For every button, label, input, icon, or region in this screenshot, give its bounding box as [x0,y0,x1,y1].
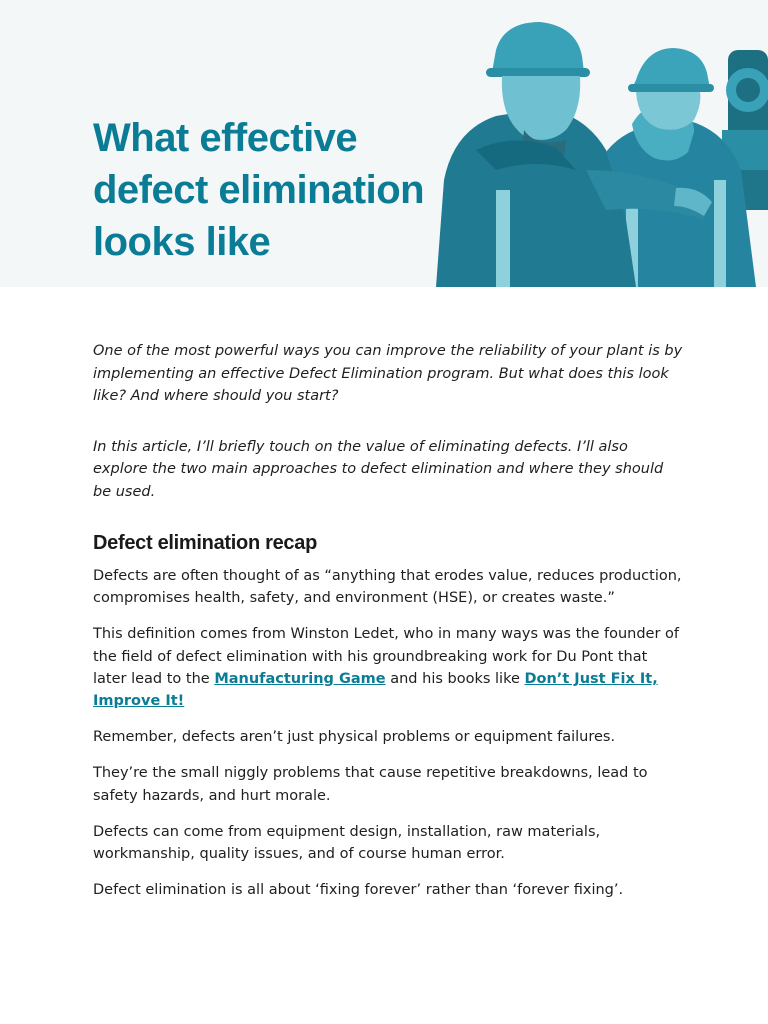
intro-paragraph-2: In this article, I’ll briefly touch on the value of eliminating defects. I’ll also explore the two main approaches to defect elimination and where they should be used. [93,438,664,500]
workers-photo [436,20,768,287]
intro-paragraph-1: One of the most powerful ways you can improve the reliability of your plant is by implementing an effective Defect Elimination program. But what does this look like? And where should you start? [93,343,683,404]
paragraph-1: Defects are often thought of as “anything that erodes value, reduces production, compromises health, safety, and environment (HSE), or creates waste.” [93,568,682,607]
paragraph-5: Defects can come from equipment design, installation, raw materials, workmanship, quality issues, and of course human error. [93,823,601,863]
manufacturing-game-link[interactable]: Manufacturing Game [214,670,386,687]
paragraph-3: Remember, defects aren’t just physical problems or equipment failures. [93,729,616,746]
dont-just-fix-it-link[interactable]: Don’t Just Fix It, Improve It! [93,670,658,710]
paragraph-2-text-b: and his books like [385,670,525,687]
article-body [93,340,683,915]
paragraph-2-text-a: This definition comes from Winston Ledet, who in many ways was the founder of the field of defect elimination with his groundbreaking work for Du Pont that later lead to the [93,626,680,687]
paragraph-2 [93,623,683,712]
paragraph-6: Defect elimination is all about ‘fixing forever’ rather than ‘forever fixing’. [93,882,624,899]
page-title: What effective defect elimination looks like [93,116,425,264]
section-heading: Defect elimination recap [93,532,317,554]
section-body [93,565,683,901]
paragraph-4: They’re the small niggly problems that cause repetitive breakdowns, lead to safety hazards, and hurt morale. [93,765,648,804]
intro [93,340,683,503]
